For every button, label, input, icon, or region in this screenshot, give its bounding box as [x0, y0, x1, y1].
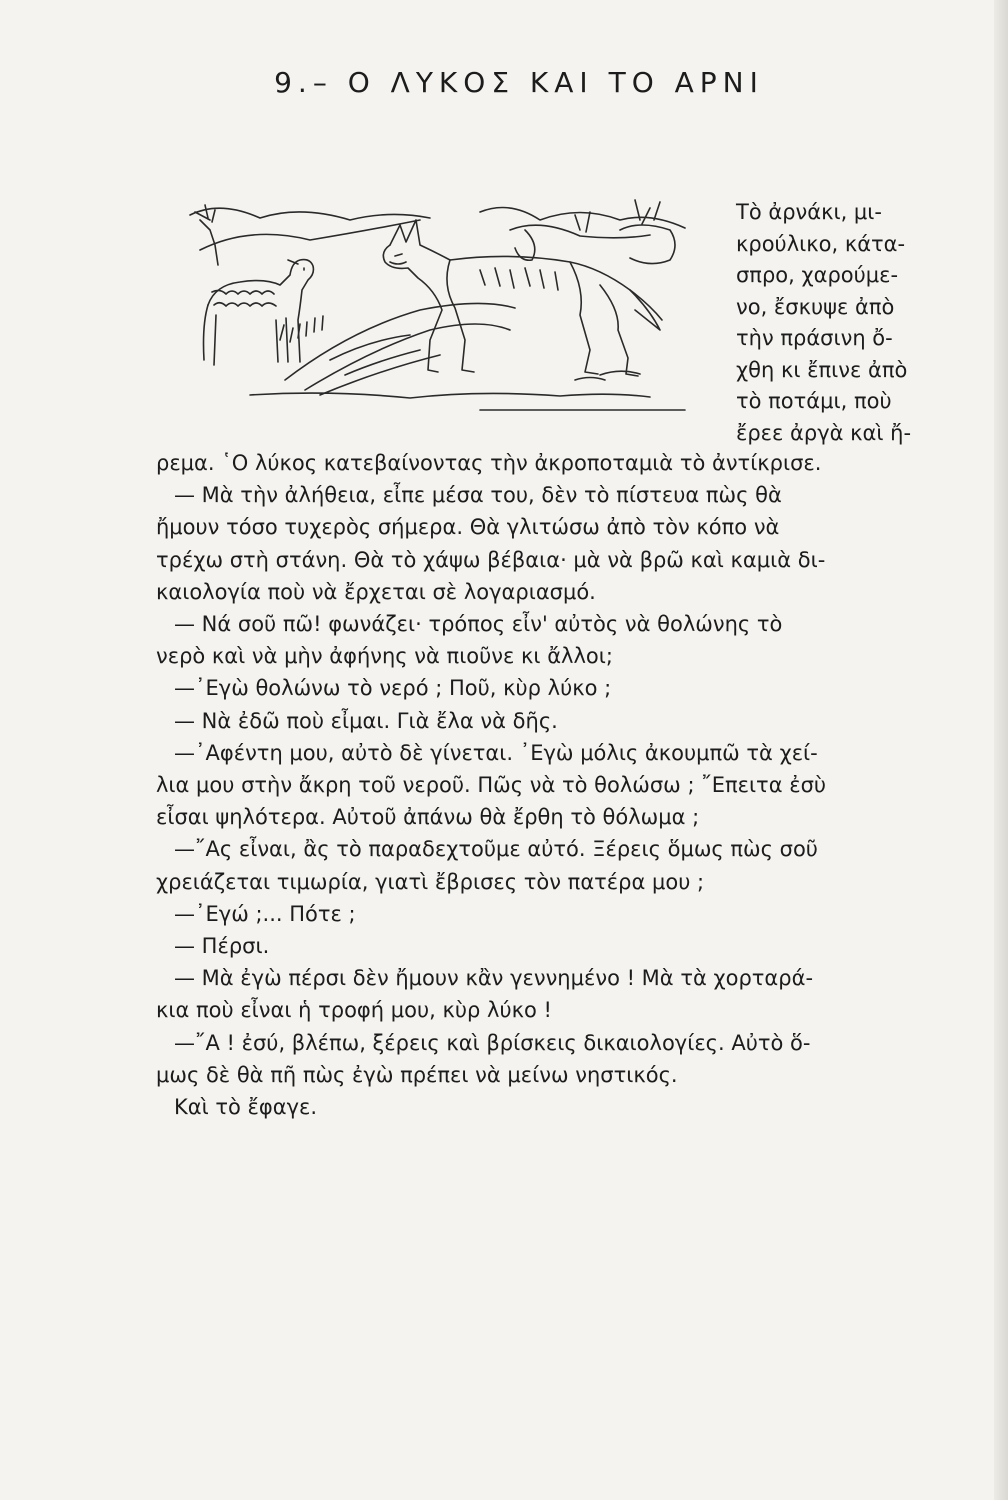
text-line: σπρο, χαρούμε- [736, 263, 899, 287]
text-line: εἶσαι ψηλότερα. Αὐτοῦ ἀπάνω θὰ ἔρθη τὸ θόλωμα ; [156, 805, 700, 830]
text-line: τρέχω στὴ στάνη. Θὰ τὸ χάψω βέβαια· μὰ νὰ βρῶ καὶ καμιὰ δι- [156, 547, 826, 572]
text-line: λια μου στὴν ἄκρη τοῦ νεροῦ. Πῶς νὰ τὸ θολώσω ; ῎Επειτα ἐσὺ [156, 773, 827, 798]
text-line: —᾿Εγώ ;... Πότε ; [174, 901, 356, 926]
text-line: — Πέρσι. [174, 934, 270, 959]
text-line: — Νά σοῦ πῶ! φωνάζει· τρόπος εἶν' αὐτὸς νὰ θολώνης τὸ [174, 612, 783, 637]
story-body [156, 447, 946, 1123]
text-line: τὴν πράσινη ὄ- [736, 326, 893, 350]
text-line: ρεμα. ῾Ο λύκος κατεβαίνοντας τὴν ἀκροποταμιὰ τὸ ἀντίκρισε. [156, 451, 822, 475]
text-line: ἤμουν τόσο τυχερὸς σήμερα. Θὰ γλιτώσω ἀπὸ τὸν κόπο νὰ [156, 515, 780, 540]
text-line: — Μὰ τὴν ἀλήθεια, εἶπε μέσα του, δὲν τὸ πίστευα πὼς θὰ [174, 483, 782, 508]
text-line: νερὸ καὶ νὰ μὴν ἀφήνης νὰ πιοῦνε κι ἄλλοι; [156, 644, 613, 669]
wolf-and-lamb-illustration [180, 190, 705, 420]
text-line: καιολογία ποὺ νὰ ἔρχεται σὲ λογαριασμό. [156, 579, 596, 604]
text-line: μως δὲ θὰ πῆ πὼς ἐγὼ πρέπει νὰ μείνω νηστικός. [156, 1062, 678, 1087]
text-line: χθη κι ἔπινε ἀπὸ [736, 357, 908, 382]
page-title: 9.– Ο ΛΥΚΟΣ ΚΑΙ ΤΟ ΑΡΝΙ [274, 66, 764, 99]
text-line: —᾿Αφέντη μου, αὐτὸ δὲ γίνεται. ᾿Εγὼ μόλις ἀκουμπῶ τὰ χεί- [174, 740, 818, 765]
text-line: — Νὰ ἐδῶ ποὺ εἶμαι. Γιὰ ἔλα νὰ δῆς. [174, 708, 558, 733]
text-line: χρειάζεται τιμωρία, γιατὶ ἔβρισες τὸν πατέρα μου ; [156, 869, 705, 894]
text-line: —῎Α ! ἐσύ, βλέπω, ξέρεις καὶ βρίσκεις δικαιολογίες. Αὐτὸ ὅ- [174, 1030, 811, 1055]
text-line: Καὶ τὸ ἔφαγε. [174, 1095, 318, 1120]
lamb-figure [204, 260, 314, 365]
text-line: ἔρεε ἀργὰ καὶ ἤ- [736, 420, 912, 445]
text-line: Τὸ ἀρνάκι, μι- [736, 200, 882, 224]
wolf-figure [383, 220, 662, 376]
text-line: κρούλικο, κάτα- [736, 231, 906, 256]
text-line: —῎Ας εἶναι, ἂς τὸ παραδεχτοῦμε αὐτό. Ξέρεις ὅμως πὼς σοῦ [174, 837, 818, 862]
text-line: κια ποὺ εἶναι ἡ τροφή μου, κὺρ λύκο ! [156, 998, 552, 1023]
text-line: τὸ ποτάμι, ποὺ [736, 389, 892, 413]
text-line: νο, ἔσκυψε ἀπὸ [736, 294, 895, 319]
text-line: —᾿Εγὼ θολώνω τὸ νερό ; Ποῦ, κὺρ λύκο ; [174, 676, 612, 701]
text-line: — Μὰ ἐγὼ πέρσι δὲν ἤμουν κἂν γεννημένο ! Μὰ τὰ χορταρά- [174, 966, 814, 991]
intro-column [736, 197, 966, 449]
page-edge [994, 0, 1008, 1500]
